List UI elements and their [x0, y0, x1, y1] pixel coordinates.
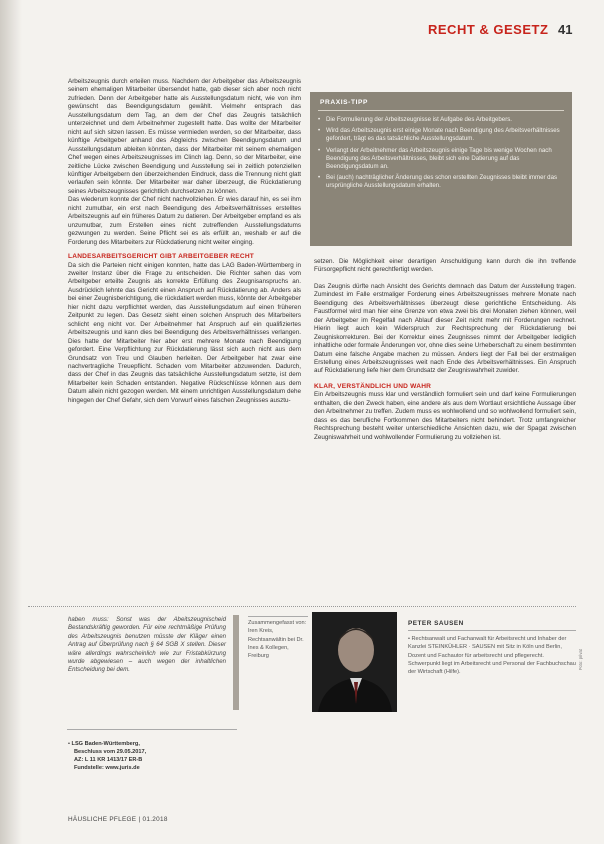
footnote-bar [233, 615, 239, 710]
author-box [408, 620, 576, 676]
author-photo [312, 612, 397, 712]
praxis-item: • Bei (auch) nachträglicher Änderung des schon erstellten Zeugnisses bleibt immer das ursprüngliche Ausstellungsdatum erhalten. [326, 174, 564, 190]
praxis-list [310, 116, 572, 191]
reference-rule [67, 729, 237, 730]
right-heading: KLAR, VERSTÄNDLICH UND WAHR [314, 382, 432, 390]
photo-credit [578, 614, 586, 674]
section-title: RECHT & GESETZ [428, 22, 549, 37]
page-gutter-shadow [0, 0, 22, 844]
left-column [68, 78, 301, 405]
photo-credit-text: Foto: privat [578, 649, 583, 670]
praxis-divider [318, 110, 564, 111]
page-footer: HÄUSLICHE PFLEGE | 01.2018 [68, 816, 168, 823]
reference-source: Fundstelle: www.juris.de [74, 765, 140, 771]
left-heading: LANDESARBEITSGERICHT GIBT ARBEITGEBER RECHT [68, 253, 255, 261]
footnote-rule [248, 616, 308, 617]
reference-case: AZ: L 11 KR 1413/17 ER-B [74, 757, 143, 763]
praxis-tipp-box [310, 92, 572, 246]
reference-decision: Beschluss vom 29.05.2017, [74, 749, 147, 755]
praxis-item: • Die Formulierung der Arbeitszeugnisse ist Aufgabe des Arbeitgebers. [326, 116, 564, 124]
footnote-summary-text: Zusammengefasst von: Iren Kreis, Rechtsanwältin bei Dr. Ines & Kollegen, Freiburg [248, 620, 307, 660]
reference-court: LSG Baden-Württemberg, [71, 741, 140, 747]
author-name: PETER SAUSEN [408, 620, 464, 627]
page-header [400, 20, 604, 42]
right-column [314, 258, 576, 442]
right-paragraph-1: setzen. Die Möglichkeit einer derartigen Anschuldigung kann durch die ihn treffende Fürsorgepflicht nicht gerechtfertigt werden. [314, 258, 576, 274]
praxis-item: • Verlangt der Arbeitnehmer das Arbeitszeugnis einige Tage bis wenige Wochen nach Beendigung des Arbeitsverhältnisses, bleibt sich eine Datierung auf das Beendigungsdatum an. [326, 147, 564, 172]
page-number: 41 [558, 22, 573, 37]
left-paragraph-1: Arbeitszeugnis durch erteilen muss. Nachdem der Arbeitgeber das Arbeitszeugnis seinem ehemaligen Mitarbeiter übersendet hatte, gab dieser sich aber noch nicht zufrieden. Denn der Arbeitgeber hatte als Ausstellungsdatum nicht, wie von ihm gewünscht das Beendigungsdatum gewählt. Vielmehr entsprach das Ausstellungsdatum dem Tag, an dem der Chef das Zeugnis tatsächlich unterzeichnet und dem Arbeitnehmer zugestellt hatte. Das wollte der Mitarbeiter nicht auf sich sitzen lassen. Es müsse vermieden werden, so der Mitarbeiter, dass künftige Arbeitgeber anhand des Abgleichs zwischen Beendigungsdatum und Ausstellungsdatum ableiten könnten, dass der Mitarbeiter mit seinem ehemaligen Chef wegen eines Arbeitszeugnisses im Clinch lag. Denn, so der Mitarbeiter, eine zeitliche Lücke zwischen Beendigung und Ausstellung sei in zeitlich potenziellen künftiger Arbeitgebern den überzeichenden Eindruck, dass die Trennung nicht glatt verlaufen sein könnte. Der Mitarbeiter war daher überzeugt, die Rückdatierung seines Arbeitszeugnisses gerichtlich durchsetzen zu können. [68, 78, 301, 195]
praxis-item: • Wird das Arbeitszeugnis erst einige Monate nach Beendigung des Arbeitsverhältnisses gefordert, trägt es das tatsächliche Ausstellungsdatum. [326, 127, 564, 143]
right-paragraph-2: Das Zeugnis dürfte nach Ansicht des Gerichts demnach das Datum der Ausstellung tragen. Zumindest im Falle erstmaliger Forderung eines Arbeitszeugnisses mehrere Monate nach Beendigung des Arbeitsverhältnisses überzeugt diese gerichtliche Entscheidung. Als Faustformel wird man hier eine Grenze von etwa zwei bis drei Monaten ziehen können, weil der Arbeitgeber im Regelfall nach Ablauf dieser Zeit nicht mehr mit Forderungen rechnet. Hierin liegt auch kein Widerspruch zur Rechtsprechung der Rückdatierung bei Zeugniskorrekturen. Bei der Korrektur eines Zeugnisses nimmt der Arbeitgeber lediglich inhaltliche oder formale Änderungen vor, ohne dies seine Urheberschaft zu einem bestimmten Datum eine falsche Angabe machen zu müssen. Anders liegt der Fall bei der erstmaligen Erstellung eines Arbeitszeugnisses weit nach Ende des Arbeitsverhältnisses. Ein Anspruch auf Rückdatierung liefe hier dem Grundsatz der Zeugniswahrheit zuwider. [314, 282, 576, 375]
footnote-italic: haben muss: Sonst was der Abeitszeugnischeid Bestandskräftig geworden. Für eine rechtmäßige Prüfung des Arbeitszeugnis benutzen müsste der Kläger einen Antrag auf Überprüfung nach § 64 SGB X stellen. Dieser wäre allerdings wahrscheinlich wie zur Fristabkürzung wurde abgewiesen – auch wegen der inhaltlichen Entscheidung bei dem. [68, 616, 226, 674]
author-portrait-icon [312, 612, 397, 712]
left-paragraph-2: Das wiederum konnte der Chef nicht nachvollziehen. Er wies darauf hin, es sei ihm nicht zumutbar, ein erst nach Beendigung des Arbeitsverhältnisses erstelltes Arbeitszeugnis auf ein früheres Datum zu datieren. Der Arbeitgeber empfand es als unzumutbar, zum Erstellen eines nicht zutreffenden Ausstellungsdatums gezwungen zu werden. Seine Pflicht sei es als erfüllt an, weshalb er auf die Forderung des Mitarbeiters zur Rückdatierung nicht weiter einging. [68, 196, 301, 246]
author-bio: • Rechtsanwalt und Fachanwalt für Arbeitsrecht und Inhaber der Kanzlei STEINKÜHLER · SAUSEN mit Sitz in Köln und Berlin, Dozent und Fachautor für arbeitsrecht und pflegerecht. Schwerpunkt liegt im Arbeitsrecht und Personal der Fachbuchschau der Wirtschaft (Hilfe). [408, 636, 576, 676]
section-divider [28, 606, 576, 607]
left-paragraph-3: Da sich die Parteien nicht einigen konnten, hatte das LAG Baden-Württemberg in zweiter Instanz über die Frage zu entscheiden. Die Richter sahen das vom Arbeitgeber erteilte Zeugnis als korrekte Erfüllung des Zeugnisanspruchs an. Ausdrücklich lehnte das Gericht einen Anspruch auf Rückdatierung ab. Anders als bei einer Zeugnisberichtigung, die rückdatiert werden muss, könnte der Arbeitgeber hier nicht dazu verpflichtet werden, das Ausstellungsdatum auf einen früheren Zeitpunkt zu legen. Das Gesetz sieht einen solchen Anspruch des Mitarbeiters schlicht eng nicht vor. Der Arbeitnehmer hat Anspruch auf ein qualifiziertes Arbeitszeugnis und kann dies bei Beendigung des Arbeitsverhältnisses verlangen. Dies hatte der Mitarbeiter hier aber erst mehrere Monate nach Beendigung gefordert. Eine Verpflichtung zur Rückdatierung lässt sich auch nicht aus dem Grundsatz von Treu und Glauben herleiten. Der Arbeitgeber hat zwar eine nachvertragliche Treuepflicht. Schaden vom Mitarbeiter abzuwenden. Dadurch, dass der Chef in das Zeugnis das tatsächliche Ausstellungsdatum setzte, ist dem Mitarbeiter kein Schaden entstanden. Negative Rückschlüsse können aus dem Datum allein nicht gezogen werden. Mit einem unrichtigen Ausstellungsdatum dehe hingegen der Chef Gefahr, sich dem Vorwurf eines falschen Zeugnisses ausztu- [68, 261, 301, 404]
right-paragraph-3: Ein Arbeitszeugnis muss klar und verständlich formuliert sein und darf keine Formulierungen enthalten, die den Zweck haben, eine andere als aus dem Wortlaut ersichtliche Aussage über den Arbeitnehmer zu treffen. Zudem muss es wohlwollend und so wohlwollend formuliert sein, dass es das berufliche Fortkommen des Mitarbeiters nicht behindert. Trotz umfangreicher Rechtsprechung besteht weiter unterschiedliche Ansichten dazu, wie der Spagat zwischen Zeugniswahrheit und wohlwollender Formulierung zu vollziehen ist. [314, 391, 576, 441]
reference-bullet: • [68, 741, 70, 747]
praxis-tipp-title: PRAXIS-TIPP [320, 99, 369, 106]
footnote-summary [248, 616, 308, 660]
case-reference [68, 740, 228, 772]
author-divider [408, 630, 576, 631]
